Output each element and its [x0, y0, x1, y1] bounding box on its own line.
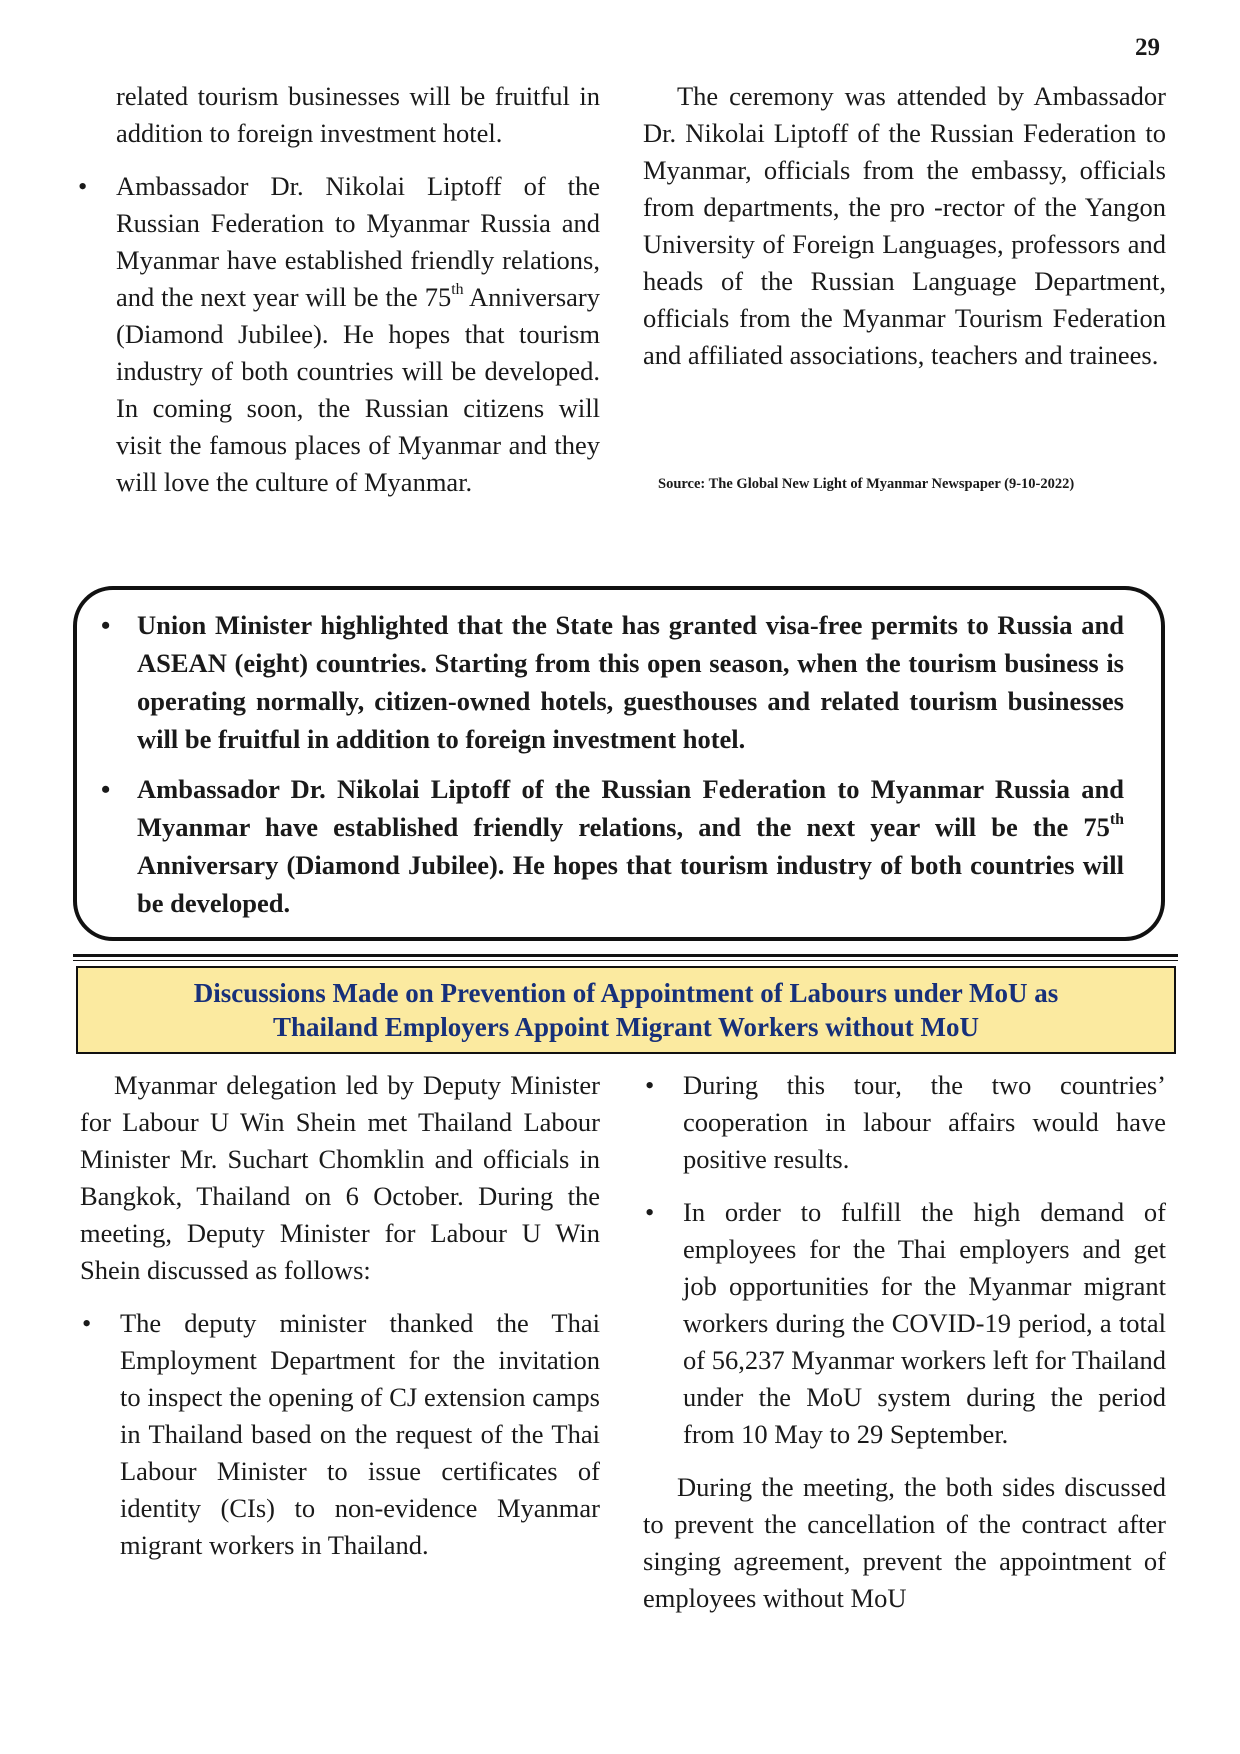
top-left-column [78, 78, 600, 501]
bullet-icon: • [101, 610, 111, 640]
bullet-text: In order to fulfill the high demand of employees for the Thai employers and get job opportunities for the Myanmar migrant workers during the COVID-19 period, a total of 56,237 Myanmar workers left for Thailand under the MoU system during the period from 10 May to 29 September. [683, 1197, 1167, 1449]
ordinal-suffix: th [451, 281, 464, 299]
highlight-text: Ambassador Dr. Nikolai Liptoff of the Russian Federation to Myanmar Russia and Myanmar have established friendly relations, and the next year will be the [137, 774, 1124, 842]
ordinal-suffix: th [1109, 811, 1125, 829]
highlight-text: Union Minister highlighted that the State has granted visa-free permits to Russia and ASEAN (eight) countries. Starting from this open season, when the tourism business is operating normally, citizen-owned hotels, guesthouses and related tourism businesses will be fruitful in addition to foreign investment hotel. [137, 610, 1124, 754]
section-heading [76, 966, 1176, 1054]
meeting-paragraph: During the meeting, the both sides discussed to prevent the cancellation of the contract after singing agreement, prevent the appointment of employees without MoU [643, 1472, 1166, 1613]
page-number: 29 [1135, 34, 1160, 61]
highlight-item-ambassador [99, 770, 1124, 922]
highlights-content [99, 606, 1124, 922]
bullet-icon: • [82, 1308, 92, 1338]
bullet-item-workers [643, 1194, 1166, 1453]
bottom-right-column [643, 1067, 1166, 1617]
continuation-paragraph: related tourism businesses will be fruitful in addition to foreign investment hotel. [116, 81, 600, 148]
bullet-icon: • [101, 774, 111, 804]
bullet-item-ambassador [76, 168, 600, 501]
highlight-text-rest: Anniversary (Diamond Jubilee). He hopes that tourism industry of both countries will be developed. [137, 850, 1124, 918]
bullet-item-cooperation [643, 1067, 1166, 1178]
bullet-icon: • [645, 1197, 655, 1227]
bullet-icon: • [78, 171, 88, 201]
heading-line-1: Discussions Made on Prevention of Appointment of Labours under MoU as [193, 978, 1059, 1008]
ceremony-paragraph: The ceremony was attended by Ambassador Dr. Nikolai Liptoff of the Russian Federation to Myanmar, officials from the embassy, officials from departments, the pro -rector of the Yangon University of Foreign Languages, professors and heads of the Russian Language Department, officials from the Myanmar Tourism Federation and affiliated associations, teachers and trainees. [643, 81, 1166, 370]
source-citation: Source: The Global New Light of Myanmar Newspaper (9-10-2022) [658, 476, 1075, 492]
heading-line-2: Thailand Employers Appoint Migrant Workers without MoU [272, 1012, 980, 1042]
section-divider [73, 954, 1178, 961]
highlight-item-visa [99, 606, 1124, 758]
bullet-icon: • [645, 1070, 655, 1100]
bottom-left-column [80, 1067, 600, 1564]
bullet-text: The deputy minister thanked the Thai Employment Department for the invitation to inspect the opening of CJ extension camps in Thailand based on the request of the Thai Labour Minister to issue certificates of identity (CIs) to non-evidence Myanmar migrant workers in Thailand. [120, 1308, 600, 1560]
intro-paragraph: Myanmar delegation led by Deputy Minister for Labour U Win Shein met Thailand Labour Minister Mr. Suchart Chomklin and officials in Bangkok, Thailand on 6 October. During the meeting, Deputy Minister for Labour U Win Shein discussed as follows: [80, 1070, 600, 1285]
bullet-text: During this tour, the two countries’ cooperation in labour affairs would have positive results. [683, 1070, 1166, 1174]
bullet-item-deputy-minister [80, 1305, 600, 1564]
bullet-text-rest: Anniversary (Diamond Jubilee). He hopes that tourism industry of both countries will be developed. In coming soon, the Russian citizens will visit the famous places of Myanmar and they will love the culture of Myanmar. [116, 282, 600, 497]
bullet-text: Ambassador Dr. Nikolai Liptoff of the Russian Federation to Myanmar Russia and Myanmar have established friendly relations, and the next year will be the [116, 171, 600, 312]
top-right-column [643, 78, 1166, 374]
highlights-box [73, 586, 1165, 941]
anniversary-ordinal: 75 [424, 282, 452, 312]
anniversary-ordinal: 75 [1083, 812, 1110, 842]
